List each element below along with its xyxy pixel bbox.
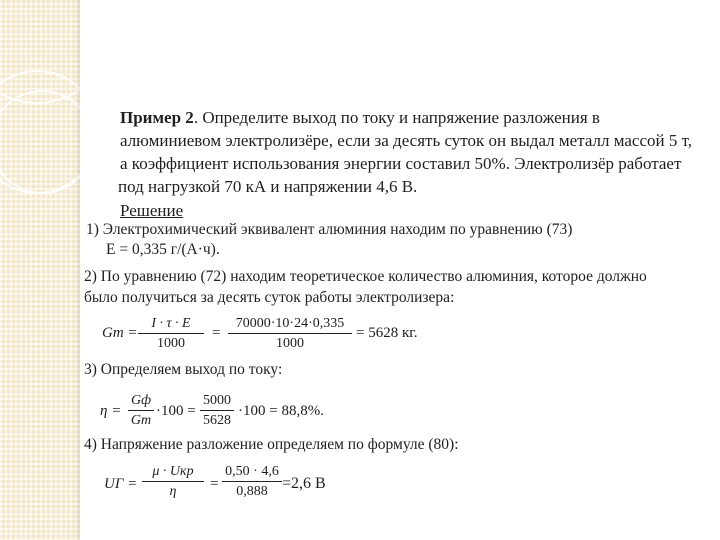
fraction-bar: [138, 333, 204, 334]
problem-label: Пример 2: [120, 108, 194, 127]
step4-lhs: UГ =: [104, 476, 138, 492]
step4-text: 4) Напряжение разложение определяем по формуле (80):: [84, 436, 459, 453]
step2-lhs: Gт =: [102, 325, 138, 341]
fraction-bar: [200, 410, 234, 411]
document-page: [82, 0, 716, 540]
step3-frac2-numerator: 5000: [203, 393, 231, 408]
step4-result: =2,6 В: [282, 475, 326, 492]
problem-text: . Определите выход по току и напряжение разложения в: [193, 108, 600, 127]
step1-text: 1) Электрохимический эквивалент алюминия находим по уравнению (73): [86, 221, 573, 238]
step3-lhs: η =: [100, 403, 122, 419]
step2-frac1-denominator: 1000: [157, 336, 185, 351]
solution-heading: Решение: [120, 201, 184, 220]
problem-line-4: под нагрузкой 70 кА и напряжении 4,6 В.: [118, 177, 418, 196]
fraction-bar: [128, 410, 154, 411]
step3-frac1-denominator: Gт: [130, 413, 152, 428]
step3-result: ·100 = 88,8%.: [238, 403, 324, 419]
step4-equals: =: [210, 476, 219, 492]
step2-fraction-2: [228, 315, 352, 352]
step4-frac1-denominator: η: [169, 484, 177, 499]
step2-line-1: 2) По уравнению (72) находим теоретическое количество алюминия, которое должно: [84, 268, 647, 285]
step3-mid: ·100 =: [156, 403, 196, 419]
decorative-arc: [0, 90, 80, 194]
step2-frac2-numerator: 70000·10·24·0,335: [235, 316, 345, 331]
step4-frac1-numerator: μ · Uкр: [152, 464, 194, 479]
step4-frac2-denominator: 0,888: [236, 484, 268, 499]
problem-line-3: а коэффициент использования энергии составил 50%. Электролизёр работает: [120, 154, 682, 173]
decorative-sidebar: [0, 0, 80, 540]
step2-fraction-1: [138, 315, 204, 352]
problem-line-2: алюминиевом электролизёре, если за десять суток он выдал металл массой 5 т,: [120, 131, 693, 150]
step2-frac1-numerator: I · τ · E: [151, 316, 191, 331]
step2-equals: =: [212, 325, 221, 341]
step2-frac2-denominator: 1000: [276, 336, 304, 351]
step3-fraction-2: [200, 392, 234, 429]
fraction-bar: [222, 481, 282, 482]
sidebar-shade: [74, 0, 80, 540]
step3-fraction-1: [128, 392, 154, 429]
step2-line-2: было получиться за десять суток работы электролизера:: [84, 289, 455, 306]
step4-fraction-2: [222, 463, 282, 500]
step4-fraction-1: [142, 463, 204, 500]
step4-frac2-numerator: 0,50 · 4,6: [225, 464, 279, 479]
fraction-bar: [142, 481, 204, 482]
step3-text: 3) Определяем выход по току:: [84, 361, 283, 378]
problem-line-1: [120, 108, 600, 128]
fraction-bar: [228, 333, 352, 334]
step3-frac2-denominator: 5628: [203, 413, 231, 428]
step2-result: = 5628 кг.: [356, 325, 418, 341]
step1-formula: E = 0,335 г/(А·ч).: [106, 241, 220, 258]
step3-frac1-numerator: Gф: [130, 393, 152, 408]
